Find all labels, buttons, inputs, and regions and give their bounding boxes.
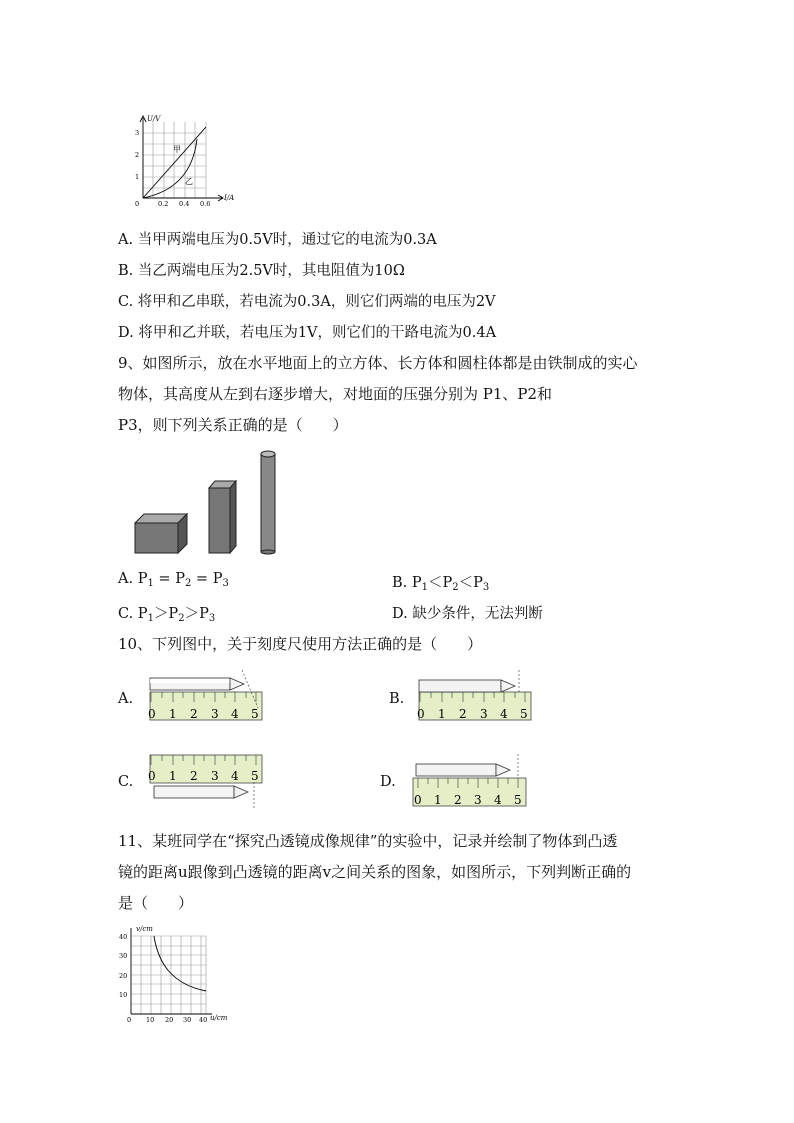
x-tick: 20 xyxy=(165,1016,174,1024)
q8-option-c: C. 将甲和乙串联，若电流为0.3A，则它们两端的电压为2V xyxy=(118,294,496,310)
q10-line: 10、下列图中，关于刻度尺使用方法正确的是（ ） xyxy=(118,635,483,653)
q9-option-a: A. $P_1 = P_2 = P_3$ xyxy=(118,571,229,589)
q9-line-2: 物体，其高度从左到右逐步增大，对地面的压强分别为 P1、P2和 xyxy=(118,385,553,403)
q10-label-a: A. xyxy=(118,691,134,707)
y-tick: 1 xyxy=(135,173,140,181)
ruler-num: 2 xyxy=(454,793,462,807)
x-tick: 30 xyxy=(183,1016,192,1024)
curve-label-jia: 甲 xyxy=(173,145,181,154)
cylinder xyxy=(261,451,275,554)
ruler-num: 0 xyxy=(414,793,422,807)
q9-option-d: D. 缺少条件，无法判断 xyxy=(392,606,543,622)
ruler-figure-a xyxy=(146,668,268,724)
x-tick: 40 xyxy=(199,1016,208,1024)
ruler-num: 5 xyxy=(251,769,259,783)
q11-line-1: 11、某班同学在“探究凸透镜成像规律”的实验中，记录并绘制了物体到凸透 xyxy=(118,832,618,850)
y-tick: 30 xyxy=(119,952,128,960)
x-tick: 0 xyxy=(135,200,140,208)
ruler-num: 3 xyxy=(474,793,482,807)
q9-option-b: B. $P_1<P_2<P_3$ xyxy=(392,575,490,593)
ruler-num: 2 xyxy=(459,707,467,721)
ruler-num: 3 xyxy=(211,769,219,783)
x-tick: 0.2 xyxy=(158,200,169,208)
cube xyxy=(135,514,187,553)
ruler-num: 5 xyxy=(514,793,522,807)
ruler-num: 0 xyxy=(148,769,156,783)
q10-label-d: D. xyxy=(380,774,396,790)
ruler-num: 0 xyxy=(417,707,425,721)
x-axis-label: u/cm xyxy=(210,1014,228,1022)
y-axis-label: U/V xyxy=(147,115,161,123)
y-tick: 20 xyxy=(119,972,128,980)
ruler-num: 4 xyxy=(500,707,508,721)
iron-solids-figure xyxy=(130,446,290,558)
x-axis-label: I/A xyxy=(224,194,235,202)
q9-option-c: C. $P_1>P_2>P_3$ xyxy=(118,606,216,624)
ruler-num: 5 xyxy=(520,707,528,721)
x-tick: 0.6 xyxy=(200,200,211,208)
q10-label-b: B. xyxy=(389,691,405,707)
cuboid xyxy=(209,481,236,553)
q9-line-3: P3，则下列关系正确的是（ ） xyxy=(118,416,348,434)
uv-graph xyxy=(116,922,238,1024)
ruler-num: 1 xyxy=(169,769,177,783)
q11-line-2: 镜的距离u跟像到凸透镜的距离v之间关系的图象，如图所示，下列判断正确的 xyxy=(118,863,632,881)
q10-label-c: C. xyxy=(118,774,134,790)
q8-option-a: A. 当甲两端电压为0.5V时，通过它的电流为0.3A xyxy=(118,232,437,248)
q8-option-d: D. 将甲和乙并联，若电压为1V，则它们的干路电流为0.4A xyxy=(118,325,497,341)
y-tick: 3 xyxy=(135,129,140,137)
ruler-num: 1 xyxy=(169,707,177,721)
ruler-num: 2 xyxy=(190,707,198,721)
ruler-num: 3 xyxy=(480,707,488,721)
x-tick: 10 xyxy=(146,1016,155,1024)
ruler-num: 2 xyxy=(190,769,198,783)
ruler-num: 3 xyxy=(211,707,219,721)
y-tick: 2 xyxy=(135,151,140,159)
ruler-figure-d xyxy=(410,752,532,810)
ruler-num: 5 xyxy=(251,707,259,721)
ui-graph xyxy=(128,112,243,208)
curve-label-yi: 乙 xyxy=(185,177,193,186)
ruler-figure-c xyxy=(146,752,268,810)
y-axis-label: v/cm xyxy=(136,925,153,933)
ruler-num: 4 xyxy=(231,707,239,721)
y-tick: 10 xyxy=(119,991,128,999)
y-tick: 40 xyxy=(119,933,128,941)
x-tick: 0 xyxy=(127,1016,132,1024)
ruler-num: 4 xyxy=(231,769,239,783)
x-tick: 0.4 xyxy=(179,200,190,208)
ruler-figure-b xyxy=(415,668,537,724)
q8-option-b: B. 当乙两端电压为2.5V时，其电阻值为10Ω xyxy=(118,263,405,279)
ruler-num: 1 xyxy=(438,707,446,721)
q9-line-1: 9、如图所示，放在水平地面上的立方体、长方体和圆柱体都是由铁制成的实心 xyxy=(118,354,638,372)
ruler-num: 0 xyxy=(148,707,156,721)
q11-line-3: 是（ ） xyxy=(118,894,194,912)
ruler-num: 4 xyxy=(494,793,502,807)
ruler-num: 1 xyxy=(434,793,442,807)
